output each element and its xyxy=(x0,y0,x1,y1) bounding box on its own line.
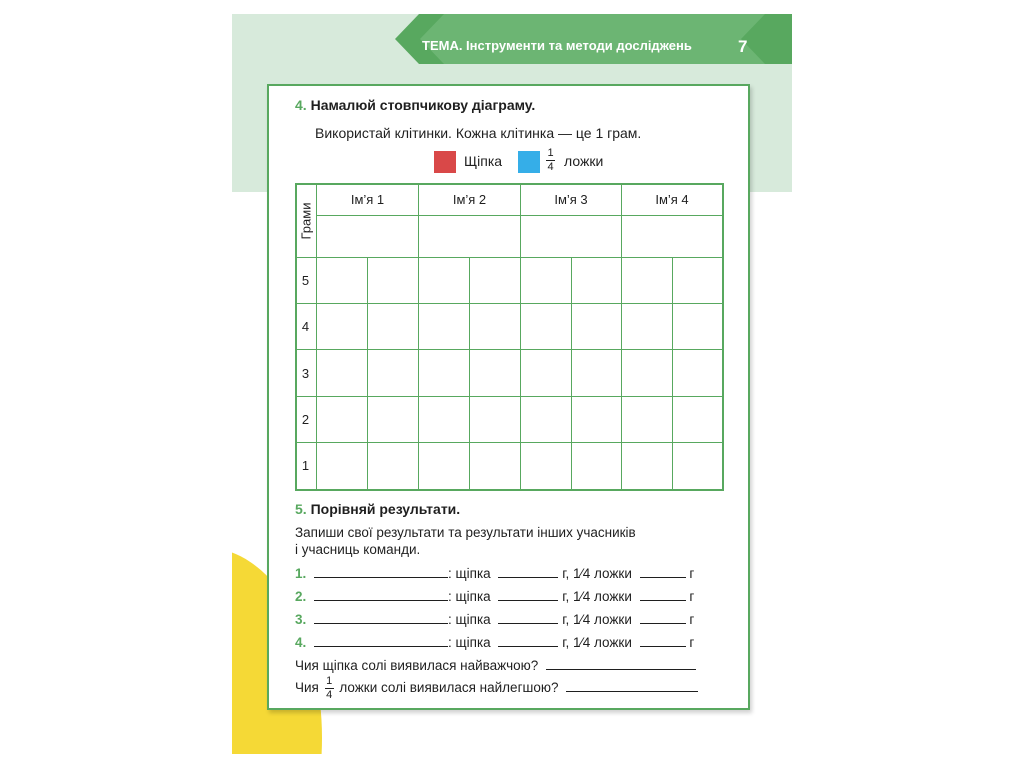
task5-instruction-line2: і учасниць команди. xyxy=(295,542,421,557)
pinch-label: : щіпка xyxy=(448,589,491,604)
unit-label: г, 1⁄4 ложки xyxy=(562,635,632,650)
pinch-label: : щіпка xyxy=(448,612,491,627)
task5-title: Порівняй результати. xyxy=(310,501,461,517)
task4-number: 4. xyxy=(295,97,307,113)
legend-fraction xyxy=(546,148,555,173)
question-lightest-blank[interactable] xyxy=(566,679,698,692)
y-axis-label: Грами xyxy=(298,202,314,240)
row-label-5: 5 xyxy=(301,273,310,288)
question-lightest-text: ложки солі виявилася найлегшою? xyxy=(339,680,559,696)
column-header-name-4: Ім’я 4 xyxy=(655,192,689,207)
pinch-label: : щіпка xyxy=(448,635,491,650)
question-lightest-prefix: Чия xyxy=(295,680,319,696)
row-label-1: 1 xyxy=(301,458,310,473)
task4-instruction: Використай клітинки. Кожна клітинка — це 1 грам. xyxy=(315,125,642,141)
legend-label-quarter-spoon: ложки xyxy=(564,153,604,169)
unit-label: г, 1⁄4 ложки xyxy=(562,612,632,627)
legend-swatch-pinch xyxy=(434,151,456,173)
task5-number: 5. xyxy=(295,501,307,517)
pinch-label: : щіпка xyxy=(448,566,491,581)
result-entry-2 xyxy=(295,588,694,604)
row-label-4: 4 xyxy=(301,319,310,334)
result-entry-1 xyxy=(295,565,694,581)
task5-instruction-line1: Запиши свої результати та результати інших учасників xyxy=(295,525,636,540)
name-blank[interactable] xyxy=(314,565,448,578)
entry-number: 4. xyxy=(295,635,307,650)
question-heaviest-blank[interactable] xyxy=(546,657,696,670)
bar-chart-grid[interactable] xyxy=(295,183,724,491)
column-header-name-3: Ім’я 3 xyxy=(554,192,588,207)
column-header-name-2: Ім’я 2 xyxy=(452,192,487,207)
question-heaviest-text: Чия щіпка солі виявилася найважчою? xyxy=(295,658,539,673)
spoon-blank[interactable] xyxy=(640,588,686,601)
task4-heading xyxy=(295,97,535,113)
pinch-blank[interactable] xyxy=(498,634,558,647)
gram-label: г xyxy=(689,635,695,650)
question-lightest xyxy=(295,676,698,701)
spoon-blank[interactable] xyxy=(640,565,686,578)
legend-swatch-quarter-spoon xyxy=(518,151,540,173)
name-blank[interactable] xyxy=(314,611,448,624)
unit-label: г, 1⁄4 ложки xyxy=(562,566,632,581)
row-label-3: 3 xyxy=(301,366,310,381)
gram-label: г xyxy=(689,566,695,581)
unit-label: г, 1⁄4 ложки xyxy=(562,589,632,604)
column-header-name-1: Ім’я 1 xyxy=(350,192,385,207)
result-entry-4 xyxy=(295,634,694,650)
spoon-blank[interactable] xyxy=(640,634,686,647)
pinch-blank[interactable] xyxy=(498,588,558,601)
gram-label: г xyxy=(689,589,695,604)
pinch-blank[interactable] xyxy=(498,611,558,624)
task5-heading xyxy=(295,501,460,517)
row-label-2: 2 xyxy=(301,412,310,427)
task4-title: Намалюй стовпчикову діаграму. xyxy=(310,97,536,113)
page-number: 7 xyxy=(738,37,748,56)
entry-number: 2. xyxy=(295,589,307,604)
entry-number: 1. xyxy=(295,566,307,581)
spoon-blank[interactable] xyxy=(640,611,686,624)
entry-number: 3. xyxy=(295,612,307,627)
header-title: ТЕМА. Інструменти та методи досліджень xyxy=(422,38,692,53)
fraction-denominator: 4 xyxy=(547,161,554,173)
fraction-numerator: 1 xyxy=(326,675,333,687)
pinch-blank[interactable] xyxy=(498,565,558,578)
result-entry-3 xyxy=(295,611,694,627)
fraction-numerator: 1 xyxy=(547,147,554,159)
name-blank[interactable] xyxy=(314,634,448,647)
question-heaviest xyxy=(295,657,696,673)
fraction-denominator: 4 xyxy=(326,689,333,701)
legend-label-pinch: Щіпка xyxy=(464,153,503,169)
gram-label: г xyxy=(689,612,695,627)
name-blank[interactable] xyxy=(314,588,448,601)
